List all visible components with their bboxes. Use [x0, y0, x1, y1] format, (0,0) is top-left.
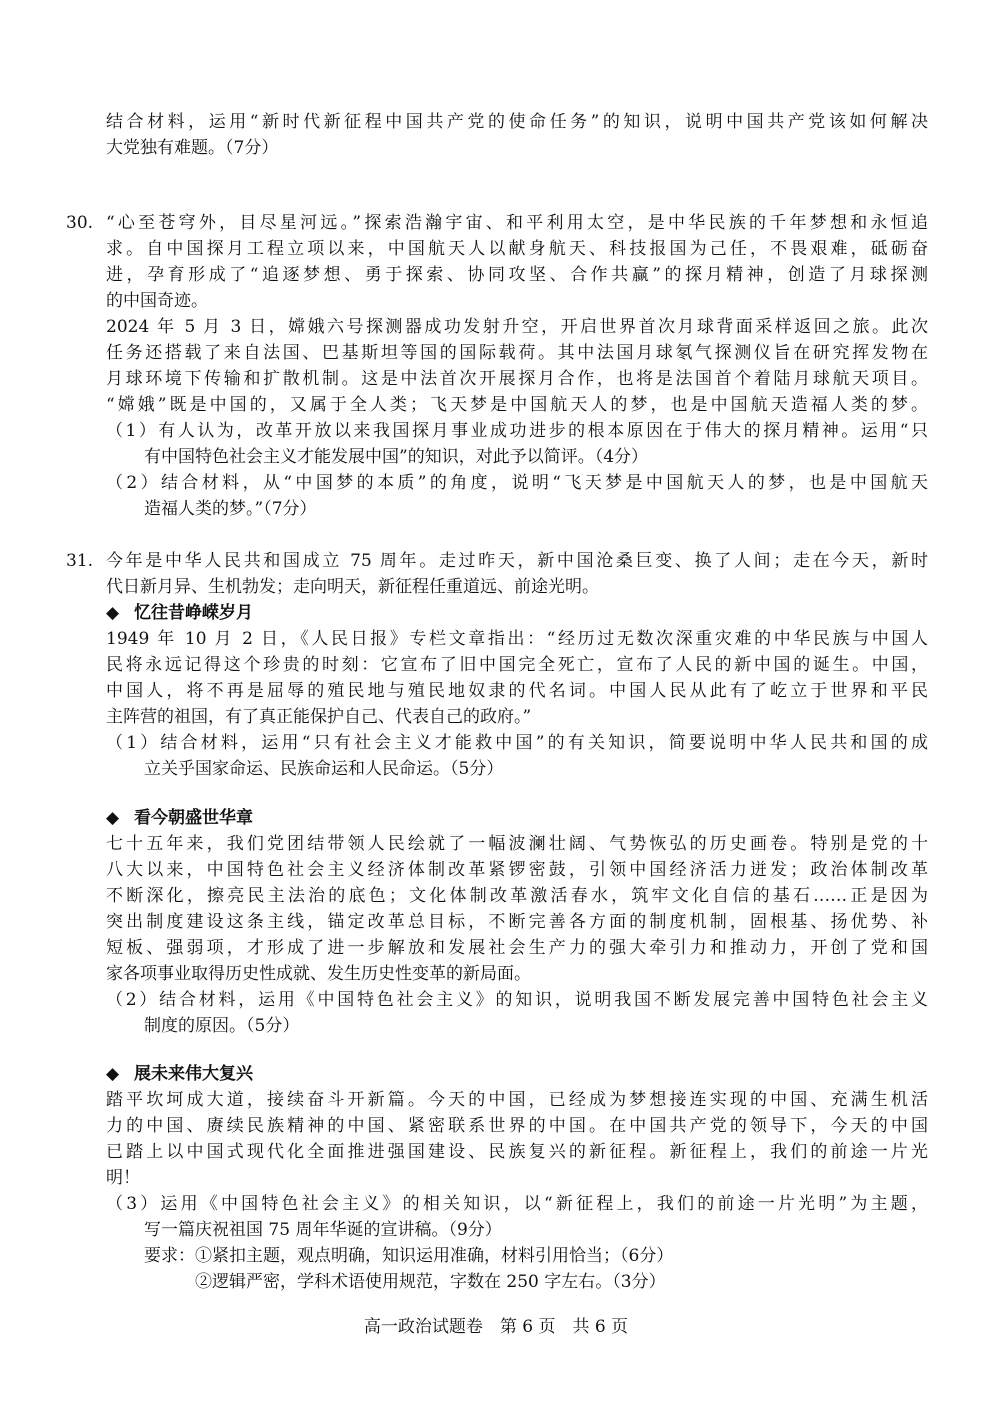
- requirement-line: 要求：①紧扣主题，观点明确，知识运用准确，材料引用恰当；（6分）: [144, 1246, 674, 1266]
- section3-line: 明！: [106, 1168, 140, 1188]
- section-heading-future: [106, 1063, 253, 1085]
- diamond-bullet-icon: ◆: [106, 1064, 120, 1084]
- section2-line: 突出制度建设这条主线，锚定改革总目标，不断完善各方面的制度机制，固根基、扬优势、补: [106, 912, 928, 932]
- q30-material-line: 月球环境下传输和扩散机制。这是中法首次开展探月合作，也将是法国首个着陆月球航天项目。: [106, 369, 928, 389]
- section3-line: 踏平坎坷成大道，接续奋斗开新篇。今天的中国，已经成为梦想接连实现的中国、充满生机活: [106, 1090, 928, 1110]
- q30-material-line: 进，孕育形成了“追逐梦想、勇于探索、协同攻坚、合作共赢”的探月精神，创造了月球探测: [106, 265, 928, 285]
- q31-intro-line: 代日新月异、生机勃发；走向明天，新征程任重道远、前途光明。: [106, 577, 599, 597]
- question-number-31: 31.: [66, 551, 94, 571]
- section-heading-text: 看今朝盛世华章: [134, 808, 253, 828]
- q30-material-line: 求。自中国探月工程立项以来，中国航天人以献身航天、科技报国为己任，不畏艰难，砥砺奋: [106, 239, 928, 259]
- section2-line: 七十五年来，我们党团结带领人民绘就了一幅波澜壮阔、气势恢弘的历史画卷。特别是党的十: [106, 834, 928, 854]
- section1-line: 中国人，将不再是屈辱的殖民地与殖民地奴隶的代名词。中国人民从此有了屹立于世界和平民: [106, 681, 928, 701]
- section-heading-present: [106, 807, 253, 829]
- section3-line: 力的中国、赓续民族精神的中国、紧密联系世界的中国。在中国共产党的领导下，今天的中国: [106, 1116, 928, 1136]
- section-heading-text: 展未来伟大复兴: [134, 1064, 253, 1084]
- q31-sub1-line: （1）结合材料，运用“只有社会主义才能救中国”的有关知识，简要说明中华人民共和国的成: [106, 733, 928, 753]
- q31-sub3-line: （3）运用《中国特色社会主义》的相关知识，以“新征程上，我们的前途一片光明”为主题，: [106, 1194, 928, 1214]
- page-footer: 高一政治试题卷 第 6 页 共 6 页: [363, 1317, 629, 1337]
- q31-sub1-line: 立关乎国家命运、民族命运和人民命运。（5分）: [144, 759, 504, 779]
- intro-line: 大党独有难题。（7分）: [106, 138, 279, 158]
- diamond-bullet-icon: ◆: [106, 808, 120, 828]
- diamond-bullet-icon: ◆: [106, 603, 120, 623]
- section1-line: 主阵营的祖国，有了真正能保护自己、代表自己的政府。”: [106, 707, 532, 727]
- q30-material-line: 的中国奇迹。: [106, 291, 208, 311]
- section1-line: 民将永远记得这个珍贵的时刻：它宣布了旧中国完全死亡，宣布了人民的新中国的诞生。中国，: [106, 655, 928, 675]
- section-heading-past: [106, 602, 253, 624]
- section2-line: 八大以来，中国特色社会主义经济体制改革紧锣密鼓，引领中国经济活力迸发；政治体制改革: [106, 860, 928, 880]
- q31-sub3-line: 写一篇庆祝祖国 75 周年华诞的宣讲稿。（9分）: [144, 1220, 502, 1240]
- intro-line: 结合材料，运用“新时代新征程中国共产党的使命任务”的知识，说明中国共产党该如何解决: [106, 112, 928, 132]
- q30-material-line: 2024 年 5 月 3 日，嫦娥六号探测器成功发射升空，开启世界首次月球背面采样返回之旅。此次: [106, 317, 928, 337]
- section2-line: 短板、强弱项，才形成了进一步解放和发展社会生产力的强大牵引力和推动力，开创了党和国: [106, 938, 928, 958]
- q30-material-line: 任务还搭载了来自法国、巴基斯坦等国的国际载荷。其中法国月球氡气探测仪旨在研究挥发物在: [106, 343, 928, 363]
- section-heading-text: 忆往昔峥嵘岁月: [134, 603, 253, 623]
- q30-material-line: “嫦娥”既是中国的，又属于全人类；飞天梦是中国航天人的梦，也是中国航天造福人类的梦。: [106, 395, 928, 415]
- q31-intro-line: 今年是中华人民共和国成立 75 周年。走过昨天，新中国沧桑巨变、换了人间；走在今天，新时: [106, 551, 928, 571]
- q31-sub2-line: 制度的原因。（5分）: [144, 1016, 300, 1036]
- section1-line: 1949 年 10 月 2 日，《人民日报》专栏文章指出：“经历过无数次深重灾难的中华民族与中国人: [106, 629, 928, 649]
- q30-sub1-line: （1）有人认为，改革开放以来我国探月事业成功进步的根本原因在于伟大的探月精神。运用“只: [106, 421, 928, 441]
- requirement-line: ②逻辑严密，学科术语使用规范，字数在 250 字左右。（3分）: [195, 1272, 666, 1292]
- section2-line: 不断深化，擦亮民主法治的底色；文化体制改革激活春水，筑牢文化自信的基石……正是因为: [106, 886, 928, 906]
- q30-sub2-line: 造福人类的梦。”（7分）: [144, 499, 317, 519]
- section3-line: 已踏上以中国式现代化全面推进强国建设、民族复兴的新征程。新征程上，我们的前途一片光: [106, 1142, 928, 1162]
- q30-sub2-line: （2）结合材料，从“中国梦的本质”的角度，说明“飞天梦是中国航天人的梦，也是中国航天: [106, 473, 928, 493]
- question-number-30: 30.: [66, 213, 94, 233]
- section2-line: 家各项事业取得历史性成就、发生历史性变革的新局面。: [106, 964, 531, 984]
- q30-sub1-line: 有中国特色社会主义才能发展中国”的知识，对此予以简评。（4分）: [144, 447, 649, 467]
- q31-sub2-line: （2）结合材料，运用《中国特色社会主义》的知识，说明我国不断发展完善中国特色社会主义: [106, 990, 928, 1010]
- q30-material-line: “心至苍穹外，目尽星河远。”探索浩瀚宇宙、和平利用太空，是中华民族的千年梦想和永恒追: [106, 213, 928, 233]
